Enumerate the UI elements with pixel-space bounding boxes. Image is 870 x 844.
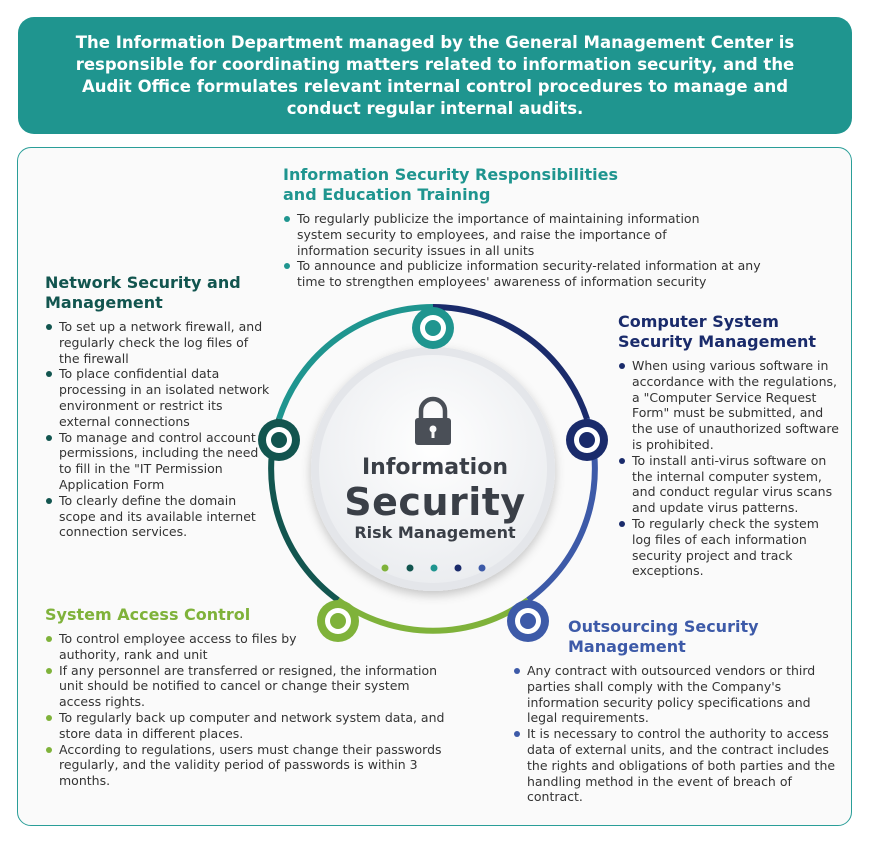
list-item: It is necessary to control the authority to access data of external units, and the contract includes the rights and obligations of both parties and the handling method in the event of breach of contract. xyxy=(513,726,838,805)
section-computer xyxy=(618,312,846,579)
list-item: To regularly publicize the importance of maintaining information system security to employees, and raise the importance of information security issues in all units xyxy=(283,211,727,258)
section-access-list xyxy=(45,631,455,789)
list-item: To manage and control account permissions, including the need to fill in the "IT Permission Application Form xyxy=(45,430,270,493)
node-computer xyxy=(566,419,608,461)
section-outsourcing xyxy=(513,617,848,805)
section-access-title xyxy=(45,605,465,625)
section-outsourcing-list xyxy=(513,663,838,805)
list-item: When using various software in accordance with the regulations, a "Computer Service Request Form" must be submitted, and the use of unauthorized software is prohibited. xyxy=(618,358,840,453)
list-item: According to regulations, users must change their passwords regularly, and the validity period of passwords is within 3 months. xyxy=(45,742,455,789)
section-network xyxy=(45,273,285,540)
list-item: To clearly define the domain scope and its available internet connection services. xyxy=(45,493,270,540)
center-title-line1: Information xyxy=(362,455,508,480)
section-computer-title-line2: Security Management xyxy=(618,332,817,351)
dot-green xyxy=(382,565,389,572)
list-item: To install anti-virus software on the internal computer system, and conduct regular virus scans and update virus patterns. xyxy=(618,453,840,516)
list-item: If any personnel are transferred or resigned, the information unit should be notified to cancel or change their system access rights. xyxy=(45,663,455,710)
section-computer-list xyxy=(618,358,840,579)
section-network-title-line1: Network Security and xyxy=(45,273,241,292)
section-education-title xyxy=(283,165,773,205)
section-computer-title-line1: Computer System xyxy=(618,312,779,331)
dot-blue xyxy=(479,565,486,572)
center-title-line3: Risk Management xyxy=(354,523,516,542)
list-item: Any contract with outsourced vendors or third parties shall comply with the Company's information security policy specifications and legal requirements. xyxy=(513,663,838,726)
list-item: To regularly check the system log files of each information security project and track exceptions. xyxy=(618,516,840,579)
list-item: To announce and publicize information security-related information at any time to strengthen employees' awareness of information security xyxy=(283,258,773,290)
section-education-list xyxy=(283,211,773,290)
section-outsourcing-title xyxy=(513,617,848,657)
section-computer-title xyxy=(618,312,846,352)
section-access xyxy=(45,605,465,789)
list-item: To set up a network firewall, and regularly check the log files of the firewall xyxy=(45,319,270,366)
section-access-title-line1: System Access Control xyxy=(45,605,251,624)
intro-banner-text: The Information Department managed by the General Management Center is responsible for coordinating matters related to information security, and the Audit Office formulates relevant internal control procedures to manage and conduct regular internal audits. xyxy=(75,32,795,118)
section-education-title-line2: and Education Training xyxy=(283,185,491,204)
dot-teal xyxy=(431,565,438,572)
node-education xyxy=(412,307,454,349)
center-title-line2: Security xyxy=(344,480,526,524)
section-network-title xyxy=(45,273,285,313)
dot-navy xyxy=(455,565,462,572)
list-item: To regularly back up computer and network system data, and store data in different places. xyxy=(45,710,455,742)
section-education xyxy=(283,165,773,290)
dot-dark-teal xyxy=(407,565,414,572)
list-item: To place confidential data processing in an isolated network environment or restrict its external connections xyxy=(45,366,270,429)
list-item: To control employee access to files by authority, rank and unit xyxy=(45,631,319,663)
section-outsourcing-title-line1: Outsourcing Security xyxy=(568,617,759,636)
section-education-title-line1: Information Security Responsibilities xyxy=(283,165,618,184)
center-title xyxy=(320,455,550,543)
section-network-title-line2: Management xyxy=(45,293,163,312)
section-network-list xyxy=(45,319,270,540)
section-outsourcing-title-line2: Management xyxy=(568,637,686,656)
